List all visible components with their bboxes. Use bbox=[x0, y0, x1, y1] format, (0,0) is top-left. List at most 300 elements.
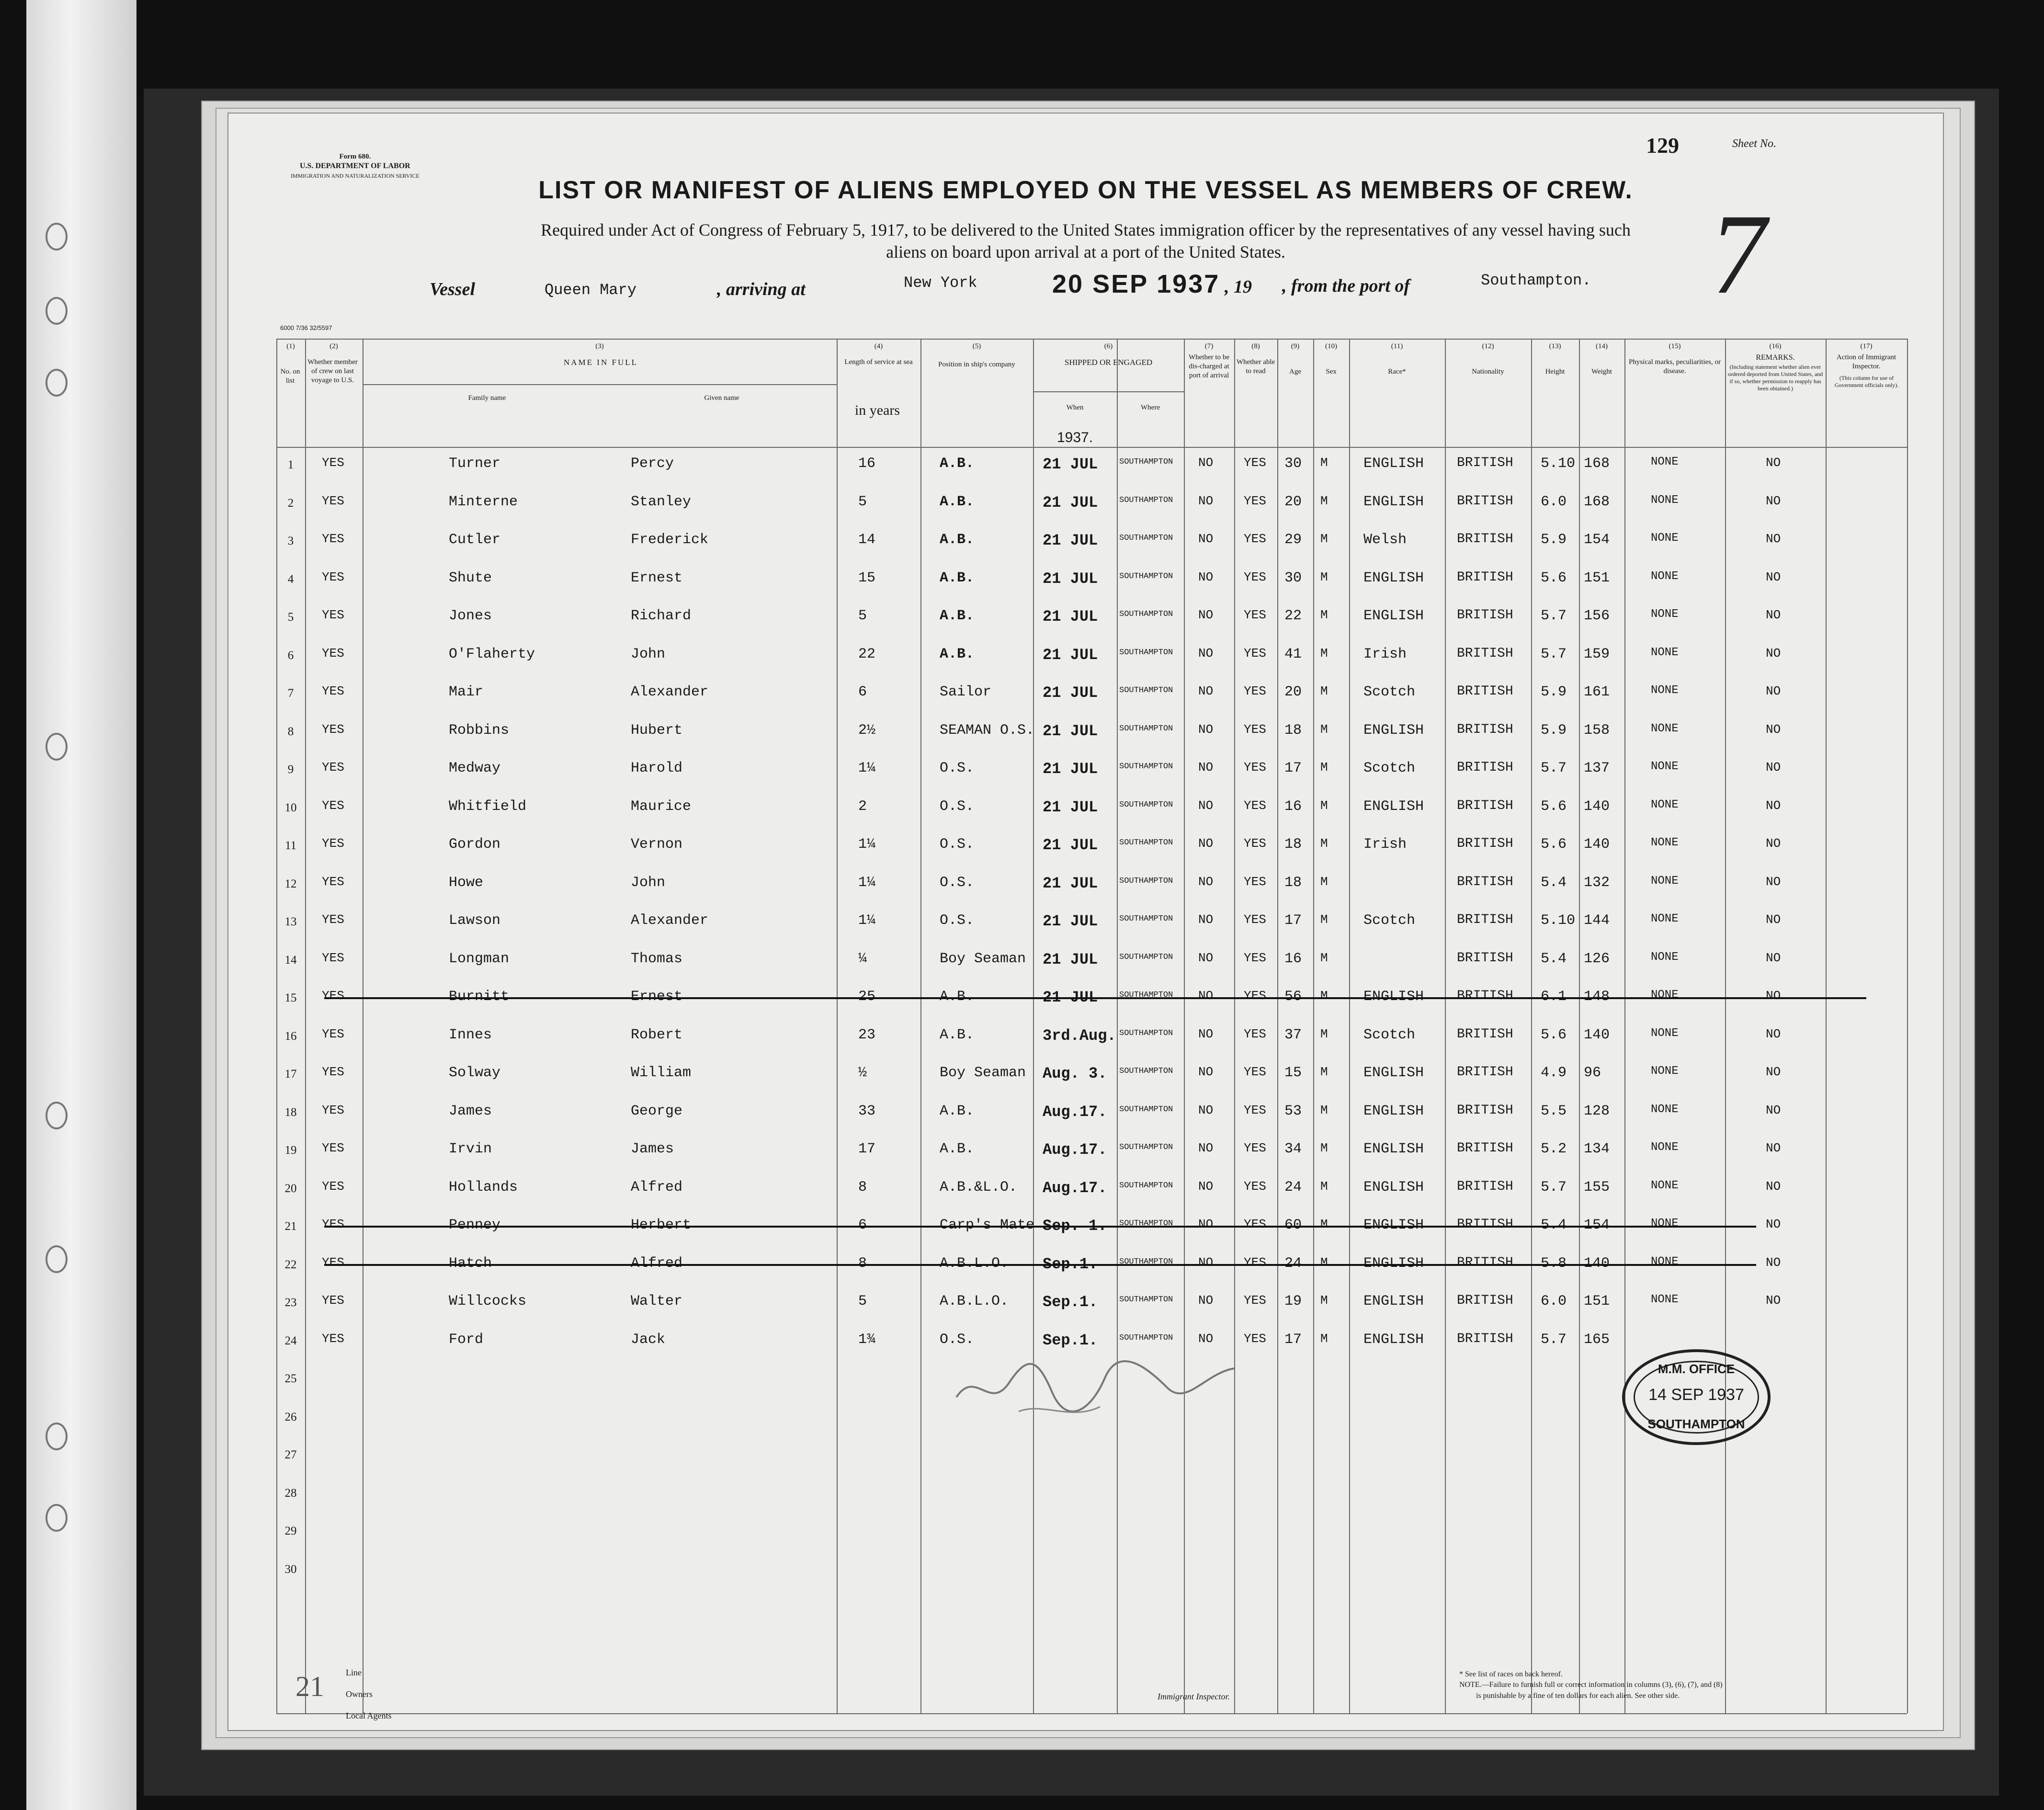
last-voyage-cell: YES bbox=[322, 1179, 344, 1194]
shipped-when-cell: 21 JUL bbox=[1043, 950, 1098, 968]
given-name-cell: Ernest bbox=[631, 569, 683, 586]
row-number: 12 bbox=[284, 877, 297, 890]
discharged-cell: NO bbox=[1198, 836, 1214, 851]
physical-marks-cell: NONE bbox=[1651, 950, 1679, 964]
table-column-rule bbox=[1313, 339, 1314, 1713]
last-voyage-cell: YES bbox=[322, 1103, 344, 1117]
row-number: 29 bbox=[284, 1525, 297, 1537]
physical-marks-cell: NONE bbox=[1651, 1026, 1679, 1040]
able-to-read-cell: YES bbox=[1244, 1065, 1266, 1079]
given-name-cell: Frederick bbox=[631, 532, 709, 548]
shipped-where-cell: SOUTHAMPTON bbox=[1119, 914, 1173, 923]
physical-marks-cell: NONE bbox=[1651, 1141, 1679, 1154]
handwritten-signature bbox=[947, 1340, 1244, 1426]
shipped-when-cell: Aug. 3. bbox=[1043, 1065, 1107, 1082]
remarks-cell: NO bbox=[1766, 950, 1781, 965]
stamp-bottom-text: SOUTHAMPTON bbox=[1647, 1417, 1745, 1431]
crew-table bbox=[276, 339, 1907, 1713]
shipped-where-cell: SOUTHAMPTON bbox=[1119, 571, 1173, 581]
discharged-cell: NO bbox=[1198, 1255, 1214, 1270]
header-action: Action of Immigrant Inspector. bbox=[1836, 353, 1896, 370]
weight-cell: 134 bbox=[1584, 1141, 1610, 1157]
given-name-cell: Alfred bbox=[631, 1179, 683, 1195]
able-to-read-cell: YES bbox=[1244, 798, 1266, 813]
header-physical-marks: Physical marks, peculiarities, or disease. bbox=[1628, 358, 1721, 375]
remarks-cell: NO bbox=[1766, 608, 1781, 622]
race-cell: ENGLISH bbox=[1363, 1331, 1424, 1348]
header-race: Race* bbox=[1388, 368, 1406, 376]
table-column-rule bbox=[1234, 339, 1235, 1713]
height-cell: 5.6 bbox=[1541, 836, 1567, 853]
weight-cell: 140 bbox=[1584, 836, 1610, 853]
nationality-cell: BRITISH bbox=[1457, 1293, 1513, 1308]
sex-cell: M bbox=[1320, 532, 1328, 546]
nationality-cell: BRITISH bbox=[1457, 608, 1513, 623]
physical-marks-cell: NONE bbox=[1651, 1103, 1679, 1116]
age-cell: 24 bbox=[1284, 1179, 1302, 1195]
weight-cell: 96 bbox=[1584, 1065, 1601, 1081]
age-cell: 22 bbox=[1284, 608, 1302, 624]
row-number: 20 bbox=[284, 1182, 297, 1195]
height-cell: 5.4 bbox=[1541, 950, 1567, 967]
shipped-when-cell: 21 JUL bbox=[1043, 532, 1098, 549]
remarks-cell: NO bbox=[1766, 1026, 1781, 1041]
age-cell: 18 bbox=[1284, 722, 1302, 739]
length-service-cell: 14 bbox=[858, 532, 876, 548]
position-cell: A.B.L.O. bbox=[940, 1293, 1009, 1309]
length-service-cell: 6 bbox=[858, 684, 867, 700]
table-column-rule bbox=[1033, 339, 1034, 1713]
family-name-cell: Ford bbox=[449, 1331, 484, 1348]
arriving-port: New York bbox=[904, 274, 977, 292]
physical-marks-cell: NONE bbox=[1651, 798, 1679, 811]
last-voyage-cell: YES bbox=[322, 989, 344, 1003]
header-age: Age bbox=[1289, 368, 1301, 376]
header-length-service: Length of service at sea bbox=[844, 358, 913, 366]
table-column-rule bbox=[920, 339, 921, 1713]
nationality-cell: BRITISH bbox=[1457, 950, 1513, 966]
race-cell: ENGLISH bbox=[1363, 722, 1424, 739]
sex-cell: M bbox=[1320, 1255, 1328, 1270]
last-voyage-cell: YES bbox=[322, 569, 344, 584]
last-voyage-cell: YES bbox=[322, 798, 344, 813]
weight-cell: 154 bbox=[1584, 1217, 1610, 1233]
height-cell: 5.6 bbox=[1541, 798, 1567, 815]
physical-marks-cell: NONE bbox=[1651, 1217, 1679, 1230]
discharged-cell: NO bbox=[1198, 1217, 1214, 1231]
able-to-read-cell: YES bbox=[1244, 950, 1266, 965]
discharged-cell: NO bbox=[1198, 1103, 1214, 1117]
shipped-where-cell: SOUTHAMPTON bbox=[1119, 534, 1173, 543]
department-name: U.S. DEPARTMENT OF LABOR bbox=[299, 162, 410, 170]
physical-marks-cell: NONE bbox=[1651, 760, 1679, 773]
discharged-cell: NO bbox=[1198, 1179, 1214, 1194]
column-number: (6) bbox=[1104, 342, 1113, 350]
footer-note-fine-1: NOTE.—Failure to furnish full or correct information in columns (3), (6), (7), and (8) bbox=[1459, 1681, 1723, 1689]
length-service-cell: 5 bbox=[858, 1293, 867, 1309]
age-cell: 30 bbox=[1284, 569, 1302, 586]
position-cell: SEAMAN O.S. bbox=[940, 722, 1035, 739]
length-service-cell: 1¼ bbox=[858, 836, 876, 853]
race-cell: ENGLISH bbox=[1363, 1179, 1424, 1195]
remarks-cell: NO bbox=[1766, 1293, 1781, 1308]
shipped-where-cell: SOUTHAMPTON bbox=[1119, 762, 1173, 771]
handwritten-mark: 7 bbox=[1702, 190, 1777, 318]
shipped-when-cell: 21 JUL bbox=[1043, 569, 1098, 588]
margin-number: 21 bbox=[295, 1671, 324, 1702]
remarks-cell: NO bbox=[1766, 532, 1781, 546]
nationality-cell: BRITISH bbox=[1457, 989, 1513, 1003]
last-voyage-cell: YES bbox=[322, 455, 344, 470]
row-number: 24 bbox=[284, 1334, 297, 1347]
discharged-cell: NO bbox=[1198, 1293, 1214, 1308]
sex-cell: M bbox=[1320, 1293, 1328, 1308]
given-name-cell: Vernon bbox=[631, 836, 683, 853]
length-service-cell: ¼ bbox=[858, 950, 867, 967]
shipped-where-cell: SOUTHAMPTON bbox=[1119, 686, 1173, 695]
family-name-cell: Mair bbox=[449, 684, 484, 700]
weight-cell: 158 bbox=[1584, 722, 1610, 739]
last-voyage-cell: YES bbox=[322, 1026, 344, 1041]
row-number: 7 bbox=[287, 687, 294, 700]
position-cell: O.S. bbox=[940, 836, 975, 853]
remarks-cell: NO bbox=[1766, 455, 1781, 470]
age-cell: 16 bbox=[1284, 798, 1302, 815]
row-number: 28 bbox=[284, 1486, 297, 1500]
race-cell: ENGLISH bbox=[1363, 1141, 1424, 1157]
table-rule bbox=[1033, 391, 1184, 392]
shipped-where-cell: SOUTHAMPTON bbox=[1119, 1181, 1173, 1190]
shipped-where-cell: SOUTHAMPTON bbox=[1119, 800, 1173, 809]
able-to-read-cell: YES bbox=[1244, 1255, 1266, 1270]
family-name-cell: Whitfield bbox=[449, 798, 527, 815]
sex-cell: M bbox=[1320, 1331, 1328, 1346]
remarks-cell: NO bbox=[1766, 1217, 1781, 1231]
position-cell: O.S. bbox=[940, 760, 975, 776]
family-name-cell: Cutler bbox=[449, 532, 501, 548]
binder-hole bbox=[45, 1245, 68, 1273]
nationality-cell: BRITISH bbox=[1457, 1065, 1513, 1080]
subtitle-line-1: Required under Act of Congress of February 5, 1917, to be delivered to the United States immigration officer by the representatives of any vessel having such bbox=[541, 220, 1631, 239]
column-number: (10) bbox=[1325, 342, 1337, 350]
given-name-cell: Herbert bbox=[631, 1217, 692, 1233]
race-cell: Irish bbox=[1363, 646, 1407, 662]
strike-through-line bbox=[324, 1264, 1756, 1266]
discharged-cell: NO bbox=[1198, 532, 1214, 546]
length-service-cell: 1¼ bbox=[858, 760, 876, 776]
shipped-where-cell: SOUTHAMPTON bbox=[1119, 724, 1173, 733]
form-reference: 6000 7/36 32/5597 bbox=[280, 324, 332, 331]
remarks-cell: NO bbox=[1766, 684, 1781, 698]
sex-cell: M bbox=[1320, 874, 1328, 889]
remarks-cell: NO bbox=[1766, 1179, 1781, 1194]
nationality-cell: BRITISH bbox=[1457, 532, 1513, 546]
strike-through-line bbox=[324, 1226, 1756, 1228]
age-cell: 17 bbox=[1284, 912, 1302, 929]
position-cell: Boy Seaman bbox=[940, 1065, 1026, 1081]
header-position: Position in ship's company bbox=[938, 361, 1015, 368]
header-when: When bbox=[1066, 404, 1084, 411]
weight-cell: 161 bbox=[1584, 684, 1610, 700]
sex-cell: M bbox=[1320, 569, 1328, 584]
row-number: 11 bbox=[284, 839, 297, 852]
header-given-name: Given name bbox=[704, 394, 739, 402]
length-service-cell: 8 bbox=[858, 1179, 867, 1195]
height-cell: 5.7 bbox=[1541, 760, 1567, 776]
race-cell: ENGLISH bbox=[1363, 1065, 1424, 1081]
race-cell: ENGLISH bbox=[1363, 989, 1424, 1005]
height-cell: 5.5 bbox=[1541, 1103, 1567, 1119]
race-cell: Scotch bbox=[1363, 1026, 1416, 1043]
position-cell: O.S. bbox=[940, 1331, 975, 1348]
discharged-cell: NO bbox=[1198, 1065, 1214, 1079]
table-rule bbox=[276, 339, 1907, 340]
form-number: Form 680. bbox=[339, 153, 371, 160]
discharged-cell: NO bbox=[1198, 722, 1214, 737]
height-cell: 5.9 bbox=[1541, 722, 1567, 739]
table-column-rule bbox=[1725, 339, 1726, 1713]
family-name-cell: Irvin bbox=[449, 1141, 492, 1157]
physical-marks-cell: NONE bbox=[1651, 608, 1679, 621]
discharged-cell: NO bbox=[1198, 455, 1214, 470]
column-number: (8) bbox=[1251, 342, 1260, 350]
able-to-read-cell: YES bbox=[1244, 1179, 1266, 1194]
nationality-cell: BRITISH bbox=[1457, 493, 1513, 509]
row-number: 10 bbox=[284, 801, 297, 814]
weight-cell: 154 bbox=[1584, 532, 1610, 548]
row-number: 2 bbox=[287, 496, 294, 510]
shipped-where-cell: SOUTHAMPTON bbox=[1119, 1333, 1173, 1343]
row-number: 25 bbox=[284, 1372, 297, 1385]
binder-hole bbox=[45, 1102, 68, 1129]
nationality-cell: BRITISH bbox=[1457, 722, 1513, 737]
height-cell: 5.2 bbox=[1541, 1141, 1567, 1157]
row-number: 23 bbox=[284, 1296, 297, 1309]
shipped-where-cell: SOUTHAMPTON bbox=[1119, 648, 1173, 657]
nationality-cell: BRITISH bbox=[1457, 646, 1513, 661]
column-number: (3) bbox=[595, 342, 604, 350]
table-column-rule bbox=[1445, 339, 1446, 1713]
physical-marks-cell: NONE bbox=[1651, 532, 1679, 545]
row-number: 30 bbox=[284, 1562, 297, 1576]
physical-marks-cell: NONE bbox=[1651, 1179, 1679, 1192]
last-voyage-cell: YES bbox=[322, 1141, 344, 1155]
binder-hole bbox=[45, 1423, 68, 1450]
binder-strip bbox=[26, 0, 136, 1810]
shipped-when-cell: 21 JUL bbox=[1043, 874, 1098, 892]
subtitle-line-2: aliens on board upon arrival at a port of the United States. bbox=[886, 242, 1285, 262]
sheet-label: Sheet No. bbox=[1732, 137, 1776, 150]
position-cell: A.B. bbox=[940, 569, 975, 586]
sex-cell: M bbox=[1320, 798, 1328, 813]
weight-cell: 159 bbox=[1584, 646, 1610, 662]
discharged-cell: NO bbox=[1198, 874, 1214, 889]
weight-cell: 148 bbox=[1584, 989, 1610, 1005]
binder-hole bbox=[45, 369, 68, 397]
row-number: 27 bbox=[284, 1448, 297, 1461]
row-number: 8 bbox=[287, 725, 294, 738]
sex-cell: M bbox=[1320, 1141, 1328, 1155]
binder-hole bbox=[45, 223, 68, 250]
header-sex: Sex bbox=[1326, 368, 1337, 376]
position-cell: Boy Seaman bbox=[940, 950, 1026, 967]
row-number: 6 bbox=[287, 649, 294, 662]
height-cell: 5.9 bbox=[1541, 532, 1567, 548]
sex-cell: M bbox=[1320, 836, 1328, 851]
column-number: (13) bbox=[1549, 342, 1561, 350]
sex-cell: M bbox=[1320, 950, 1328, 965]
given-name-cell: Ernest bbox=[631, 989, 683, 1005]
shipped-when-cell: 21 JUL bbox=[1043, 989, 1098, 1006]
able-to-read-cell: YES bbox=[1244, 608, 1266, 622]
position-cell: A.B. bbox=[940, 455, 975, 472]
row-number: 22 bbox=[284, 1258, 297, 1271]
column-number: (16) bbox=[1769, 342, 1782, 350]
weight-cell: 132 bbox=[1584, 874, 1610, 891]
last-voyage-cell: YES bbox=[322, 760, 344, 774]
given-name-cell: Harold bbox=[631, 760, 683, 776]
physical-marks-cell: NONE bbox=[1651, 989, 1679, 1002]
weight-cell: 126 bbox=[1584, 950, 1610, 967]
header-height: Height bbox=[1545, 368, 1565, 376]
row-number: 9 bbox=[287, 763, 294, 776]
shipped-where-cell: SOUTHAMPTON bbox=[1119, 1104, 1173, 1114]
discharged-cell: NO bbox=[1198, 608, 1214, 622]
sex-cell: M bbox=[1320, 1065, 1328, 1079]
header-no-on-list: No. on list bbox=[280, 368, 300, 385]
last-voyage-cell: YES bbox=[322, 1331, 344, 1346]
shipped-when-cell: 21 JUL bbox=[1043, 684, 1098, 702]
able-to-read-cell: YES bbox=[1244, 1103, 1266, 1117]
discharged-cell: NO bbox=[1198, 798, 1214, 813]
height-cell: 5.4 bbox=[1541, 874, 1567, 891]
header-action-note: (This column for use of Government officials only). bbox=[1834, 375, 1899, 388]
last-voyage-cell: YES bbox=[322, 950, 344, 965]
header-remarks: REMARKS. bbox=[1756, 353, 1795, 362]
table-column-rule bbox=[837, 339, 838, 1713]
family-name-cell: Lawson bbox=[449, 912, 501, 929]
footer-local-agents-label: Local Agents bbox=[346, 1711, 392, 1720]
given-name-cell: Robert bbox=[631, 1026, 683, 1043]
nationality-cell: BRITISH bbox=[1457, 836, 1513, 851]
nationality-cell: BRITISH bbox=[1457, 1331, 1513, 1346]
shipped-when-cell: Aug.17. bbox=[1043, 1141, 1107, 1159]
header-shipped-engaged: SHIPPED OR ENGAGED bbox=[1064, 358, 1153, 367]
shipped-where-cell: SOUTHAMPTON bbox=[1119, 495, 1173, 505]
sex-cell: M bbox=[1320, 493, 1328, 508]
given-name-cell: Thomas bbox=[631, 950, 683, 967]
header-able-to-read: Whether able to read bbox=[1236, 358, 1275, 375]
physical-marks-cell: NONE bbox=[1651, 1255, 1679, 1268]
position-cell: A.B. bbox=[940, 1026, 975, 1043]
able-to-read-cell: YES bbox=[1244, 569, 1266, 584]
row-number: 17 bbox=[284, 1068, 297, 1081]
last-voyage-cell: YES bbox=[322, 836, 344, 851]
stamp-top-text: M.M. OFFICE bbox=[1658, 1362, 1735, 1376]
footer-note-fine-2: is punishable by a fine of ten dollars for each alien. See other side. bbox=[1476, 1692, 1680, 1700]
able-to-read-cell: YES bbox=[1244, 493, 1266, 508]
age-cell: 18 bbox=[1284, 836, 1302, 853]
shipped-where-cell: SOUTHAMPTON bbox=[1119, 838, 1173, 847]
physical-marks-cell: NONE bbox=[1651, 493, 1679, 507]
row-number: 19 bbox=[284, 1144, 297, 1157]
table-column-rule bbox=[305, 339, 306, 1713]
length-service-cell: 25 bbox=[858, 989, 876, 1005]
height-cell: 6.0 bbox=[1541, 493, 1567, 510]
nationality-cell: BRITISH bbox=[1457, 760, 1513, 775]
given-name-cell: Hubert bbox=[631, 722, 683, 739]
last-voyage-cell: YES bbox=[322, 608, 344, 622]
height-cell: 6.0 bbox=[1541, 1293, 1567, 1309]
race-cell: ENGLISH bbox=[1363, 493, 1424, 510]
header-where: Where bbox=[1141, 404, 1160, 411]
footer-note-races: * See list of races on back hereof. bbox=[1459, 1670, 1563, 1678]
physical-marks-cell: NONE bbox=[1651, 912, 1679, 925]
shipped-when-cell: Sep.1. bbox=[1043, 1255, 1098, 1273]
family-name-cell: Howe bbox=[449, 874, 484, 891]
race-cell: Irish bbox=[1363, 836, 1407, 853]
sex-cell: M bbox=[1320, 608, 1328, 622]
length-service-cell: 2 bbox=[858, 798, 867, 815]
last-voyage-cell: YES bbox=[322, 646, 344, 660]
position-cell: A.B. bbox=[940, 532, 975, 548]
physical-marks-cell: NONE bbox=[1651, 1065, 1679, 1078]
race-cell: ENGLISH bbox=[1363, 1103, 1424, 1119]
column-number: (1) bbox=[286, 342, 295, 350]
physical-marks-cell: NONE bbox=[1651, 569, 1679, 583]
height-cell: 5.6 bbox=[1541, 569, 1567, 586]
weight-cell: 151 bbox=[1584, 1293, 1610, 1309]
length-service-cell: 22 bbox=[858, 646, 876, 662]
remarks-cell: NO bbox=[1766, 1065, 1781, 1079]
race-cell: ENGLISH bbox=[1363, 1293, 1424, 1309]
able-to-read-cell: YES bbox=[1244, 912, 1266, 927]
given-name-cell: Alexander bbox=[631, 912, 709, 929]
last-voyage-cell: YES bbox=[322, 722, 344, 737]
remarks-cell: NO bbox=[1766, 874, 1781, 889]
sheet-number: 129 bbox=[1646, 133, 1679, 158]
length-service-cell: 6 bbox=[858, 1217, 867, 1233]
table-column-rule bbox=[1117, 391, 1118, 1713]
sex-cell: M bbox=[1320, 455, 1328, 470]
last-voyage-cell: YES bbox=[322, 1217, 344, 1231]
position-cell: O.S. bbox=[940, 912, 975, 929]
year-1937: 1937. bbox=[1057, 430, 1093, 445]
age-cell: 56 bbox=[1284, 989, 1302, 1005]
position-cell: A.B. bbox=[940, 989, 975, 1005]
footer-owners-label: Owners bbox=[346, 1689, 373, 1699]
discharged-cell: NO bbox=[1198, 989, 1214, 1003]
height-cell: 5.7 bbox=[1541, 1179, 1567, 1195]
row-number: 16 bbox=[284, 1029, 297, 1043]
shipped-where-cell: SOUTHAMPTON bbox=[1119, 1028, 1173, 1038]
able-to-read-cell: YES bbox=[1244, 1293, 1266, 1308]
footer-inspector-label: Immigrant Inspector. bbox=[1158, 1692, 1230, 1701]
age-cell: 15 bbox=[1284, 1065, 1302, 1081]
column-number: (9) bbox=[1291, 342, 1300, 350]
age-cell: 37 bbox=[1284, 1026, 1302, 1043]
shipped-where-cell: SOUTHAMPTON bbox=[1119, 1295, 1173, 1304]
discharged-cell: NO bbox=[1198, 760, 1214, 774]
vessel-name: Queen Mary bbox=[545, 281, 637, 299]
nationality-cell: BRITISH bbox=[1457, 455, 1513, 470]
shipped-where-cell: SOUTHAMPTON bbox=[1119, 1257, 1173, 1266]
sex-cell: M bbox=[1320, 1217, 1328, 1231]
physical-marks-cell: NONE bbox=[1651, 455, 1679, 468]
given-name-cell: John bbox=[631, 646, 666, 662]
sex-cell: M bbox=[1320, 722, 1328, 737]
age-cell: 41 bbox=[1284, 646, 1302, 662]
